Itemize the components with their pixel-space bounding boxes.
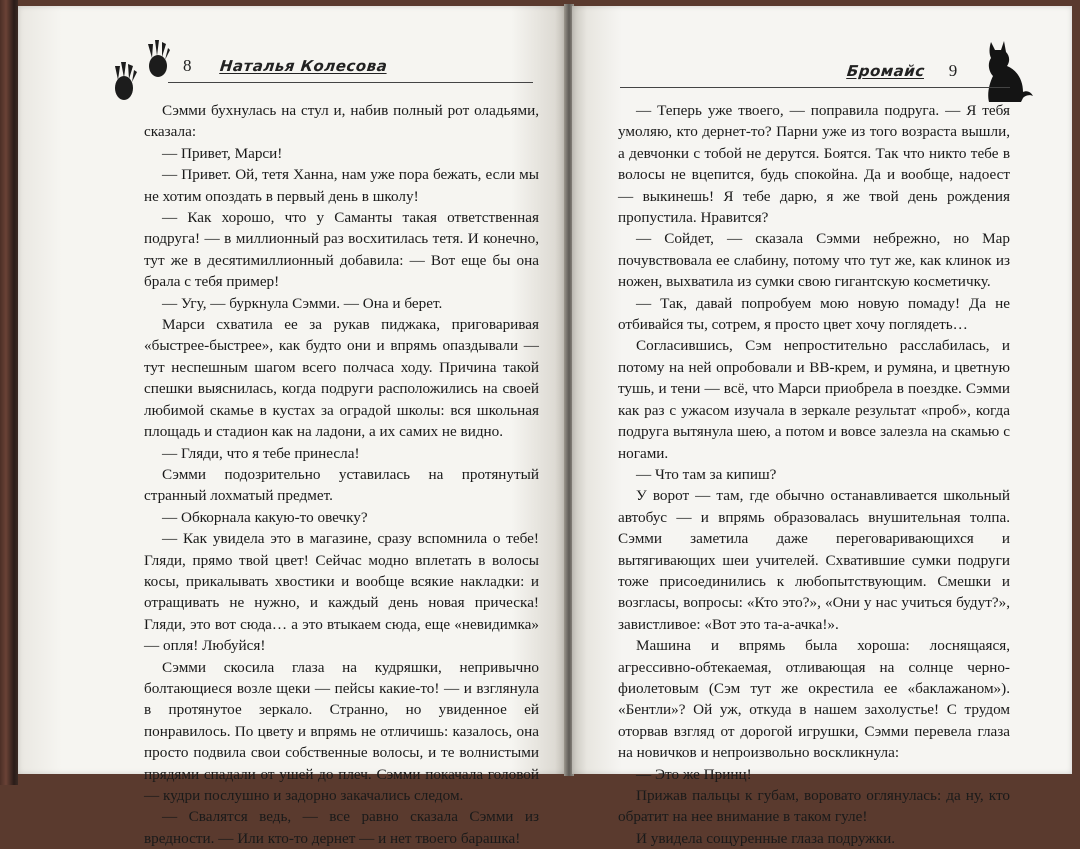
paragraph: — Как хорошо, что у Саманты такая ответственная подруга! — в миллионный раз восхитилась тетя. И конечно, тут же в десятимиллионный добавила: — Вот еще бы она брала с тебя пример! xyxy=(144,209,539,291)
paragraph: Машина и впрямь была хороша: лоснящаяся, агрессивно-обтекаемая, отливающая на солнце черно-фиолетовым (Сэм тут же окрестила ее «баклажаном»). «Бентли»? Ой уж, откуда в нашем захолустье! С трудом оторвав взгляд от дорогой игрушки, Сэмми перевела глаза на новичков и непроизвольно воскликнула: xyxy=(618,637,1010,762)
running-title-book: Бромайс xyxy=(846,62,926,80)
paragraph: — Это же Принц! xyxy=(636,765,752,783)
paragraph: — Как увидела это в магазине, сразу вспомнила о тебе! Гляди, прямо твой цвет! Сейчас модно вплетать в волосы косы, прикалывать хвостики и вообще всякие накладки: и отращивать не нужно, и каждый день новая прическа! Гляди, это вот сюда… а это втыкаем сюда, еще «невидимка» — опля! Любуйся! xyxy=(144,530,539,655)
left-page-header xyxy=(183,56,387,76)
paragraph: — Привет, Марси! xyxy=(162,144,283,162)
paragraph: — Свалятся ведь, — все равно сказала Сэмми из вредности. — Или кто-то дернет — и нет твоего барашка! xyxy=(144,808,539,847)
paragraph: — Угу, — буркнула Сэмми. — Она и берет. xyxy=(162,294,443,312)
cat-silhouette-icon xyxy=(977,36,1037,104)
running-title-author: Наталья Колесова xyxy=(218,57,388,75)
paragraph: — Гляди, что я тебе принесла! xyxy=(162,444,360,462)
page-number: 9 xyxy=(948,61,958,80)
paragraph: Сэмми подозрительно уставилась на протянутый странный лохматый предмет. xyxy=(144,465,539,505)
paragraph: Согласившись, Сэм непростительно расслабилась, и потому на ней опробовали и ВВ-крем, и румяна, и цветную тушь, и тени — всё, что Марси приобрела в поездке. Сэмми как раз с ужасом изучала в зеркале результат «проб», когда подруга вытянула шею, а потом и вовсе залезла на скамью с ногами. xyxy=(618,337,1010,462)
header-rule xyxy=(620,87,1010,88)
page-number: 8 xyxy=(183,56,192,75)
paragraph: — Что там за кипиш? xyxy=(636,465,777,483)
paragraph: — Привет. Ой, тетя Ханна, нам уже пора бежать, если мы не хотим опоздать в первый день в школу! xyxy=(144,166,539,205)
left-page-text xyxy=(144,100,539,849)
paragraph: Сэмми скосила глаза на кудряшки, непривычно болтающиеся возле щеки — пейсы какие-то! — и взглянула в протянутое зеркало. Странно, но увиденное ей понравилось. По цвету и впрямь не отличишь: казалось, она просто подвила свои собственные волосы, и те волнистыми прядями спадали от ушей до плеч. Сэмми покачала головой — кудри послушно и задорно закачались следом. xyxy=(144,658,539,804)
paragraph: — Так, давай попробуем мою новую помаду! Да не отбивайся ты, сотрем, я просто цвет хочу поглядеть… xyxy=(618,294,1010,334)
paragraph: — Сойдет, — сказала Сэмми небрежно, но Мар почувствовала ее слабину, потому что тут же, как клинок из ножен, выхватила из сумки свою гигантскую косметичку. xyxy=(618,230,1010,291)
left-page xyxy=(18,6,566,847)
right-page-text xyxy=(618,100,1010,849)
paragraph: — Теперь уже твоего, — поправила подруга. — Я тебя умоляю, кто дернет-то? Парни уже из того возраста вышли, а девчонки с тобой не дерутся. Боятся. Так что никто тебе в волосы не вцепится, будь спокойна. Да и вообще, надоест — выкинешь! Я тебе дарю, я же твой день рождения пропустила. Нравится? xyxy=(618,102,1010,227)
paragraph: У ворот — там, где обычно останавливается школьный автобус — и впрямь образовалась внушительная толпа. Сэмми заметила даже переговаривающихся и вытягивающих шеи учителей. Схватившие сумки подруги тоже присоединились к любопытствующим. Смешки и возгласы, вопросы: «Кто это?», «Они у нас учиться будут?», завистливое: «Вот это та-а-ачка!». xyxy=(618,487,1010,633)
paragraph: Прижав пальцы к губам, воровато оглянулась: да ну, кто обратит на нее внимание в таком гуле! xyxy=(618,787,1010,826)
paragraph: — Обкорнала какую-то овечку? xyxy=(162,508,368,526)
header-rule xyxy=(168,82,533,83)
paragraph: И увидела сощуренные глаза подружки. xyxy=(636,829,896,847)
paw-prints-icon xyxy=(106,36,181,106)
right-page xyxy=(572,6,1072,847)
paragraph: Сэмми бухнулась на стул и, набив полный рот оладьями, сказала: xyxy=(144,102,539,141)
paragraph: Марси схватила ее за рукав пиджака, приговаривая «быстрее-быстрее», как будто они и впрямь опаздывали — тут неспешным шагом всего полчаса ходу. Причина такой спешки выяснилась, когда подруги расположились на своей любимой скамье в кустах за оградой школы: вся школьная площадь и стадион как на ладони, а их самих не видно. xyxy=(144,316,539,441)
right-page-header xyxy=(847,61,957,81)
